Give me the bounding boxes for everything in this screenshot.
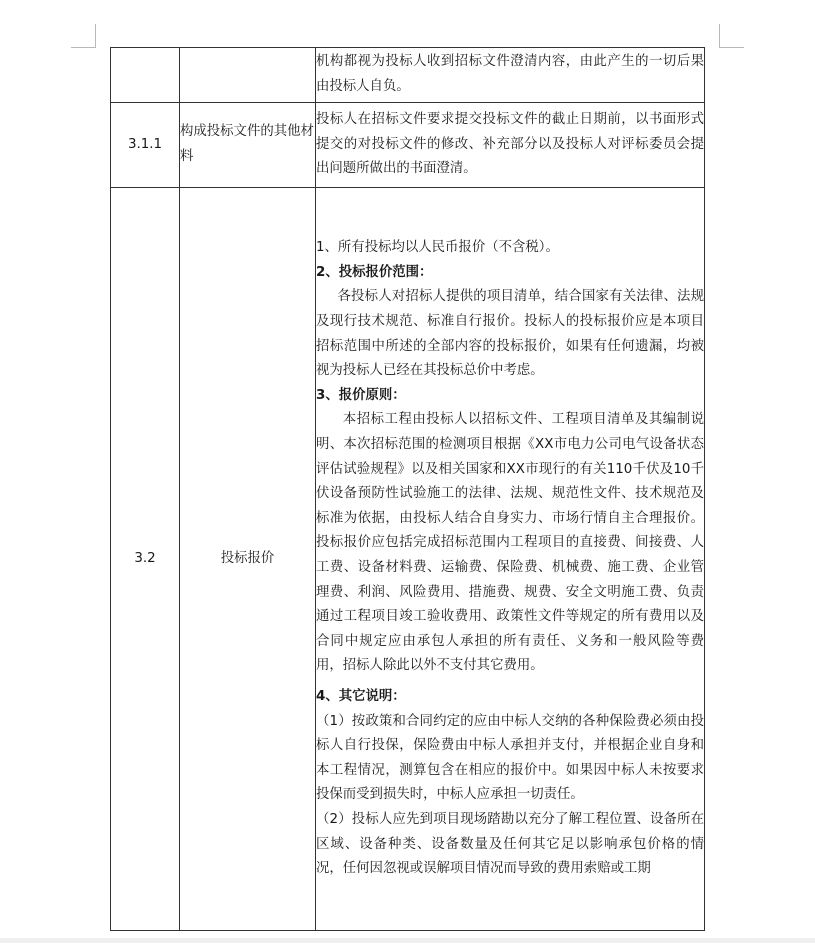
clause-number-cell: 3.1.1: [111, 103, 180, 188]
section-heading: 2、投标报价范围：: [316, 264, 433, 280]
crop-mark-top-right-vertical: [719, 24, 720, 48]
clause-content-cell: [316, 188, 705, 931]
crop-mark-top-left-vertical: [95, 24, 96, 48]
table-row: [111, 48, 705, 103]
table-row: [111, 103, 705, 188]
clause-text: 投标人在招标文件要求提交投标文件的截止日期前，以书面形式提交的对投标文件的修改、补充部分以及投标人对评标委员会提出问题所做出的书面澄清。: [316, 112, 704, 177]
clause-paragraph: 各投标人对招标人提供的项目清单，结合国家有关法律、法规及现行技术规范、标准自行报价。投标人的投标报价应是本项目招标范围中所述的全部内容的投标报价，如果有任何遗漏，均被视为投标人已经在其投标总价中考虑。: [316, 289, 704, 379]
clause-paragraph: 1、所有投标均以人民币报价（不含税）。: [316, 240, 559, 256]
clause-name-cell: [180, 48, 316, 103]
clause-number-cell: [111, 48, 180, 103]
clause-paragraph: 本招标工程由投标人以招标文件、工程项目清单及其编制说明、本次招标范围的检测项目根据《XX市电力公司电气设备状态评估试验规程》以及相关国家和XX市现行的有关110千伏及10千伏设备预防性试验施工的法律、法规、规范性文件、技术规范及标准为依据，由投标人结合自身实力、市场行情自主合理报价。投标报价应包括完成招标范围内工程项目的直接费、间接费、人工费、设备材料费、运输费、保险费、机械费、施工费、企业管理费、利润、风险费用、措施费、规费、安全文明施工费、负责通过工程项目竣工验收费用、政策性文件等规定的所有费用以及合同中规定应由承包人承担的所有责任、义务和一般风险等费用，招标人除此以外不支付其它费用。: [316, 412, 704, 674]
clause-paragraph: （2）投标人应先到项目现场踏勘以充分了解工程位置、设备所在区域、设备种类、设备数量及任何其它足以影响承包价格的情况，任何因忽视或误解项目情况而导致的费用索赔或工期: [316, 811, 704, 877]
table-row: [111, 188, 705, 931]
crop-mark-top-left-horizontal: [71, 47, 95, 48]
clause-content-cell: [316, 103, 705, 188]
crop-mark-top-right-horizontal: [720, 47, 744, 48]
clause-content-cell: [316, 48, 705, 103]
clause-name-cell: 构成投标文件的其他材料: [180, 103, 316, 188]
clause-name-cell: 投标报价: [180, 188, 316, 931]
clause-text: 机构都视为投标人收到招标文件澄清内容，由此产生的一切后果由投标人自负。: [316, 54, 704, 94]
bid-document-table: [110, 47, 705, 931]
clause-paragraph: （1）按政策和合同约定的应由中标人交纳的各种保险费必须由投标人自行投保，保险费由中标人承担并支付，并根据企业自身和本工程情况，测算包含在相应的报价中。如果因中标人未按要求投保而受到损失时，中标人应承担一切责任。: [316, 713, 704, 803]
section-heading: 3、报价原则：: [316, 387, 406, 403]
section-heading: 4、其它说明：: [316, 688, 406, 704]
page-bottom-edge: [0, 938, 815, 943]
clause-number-cell: 3.2: [111, 188, 180, 931]
